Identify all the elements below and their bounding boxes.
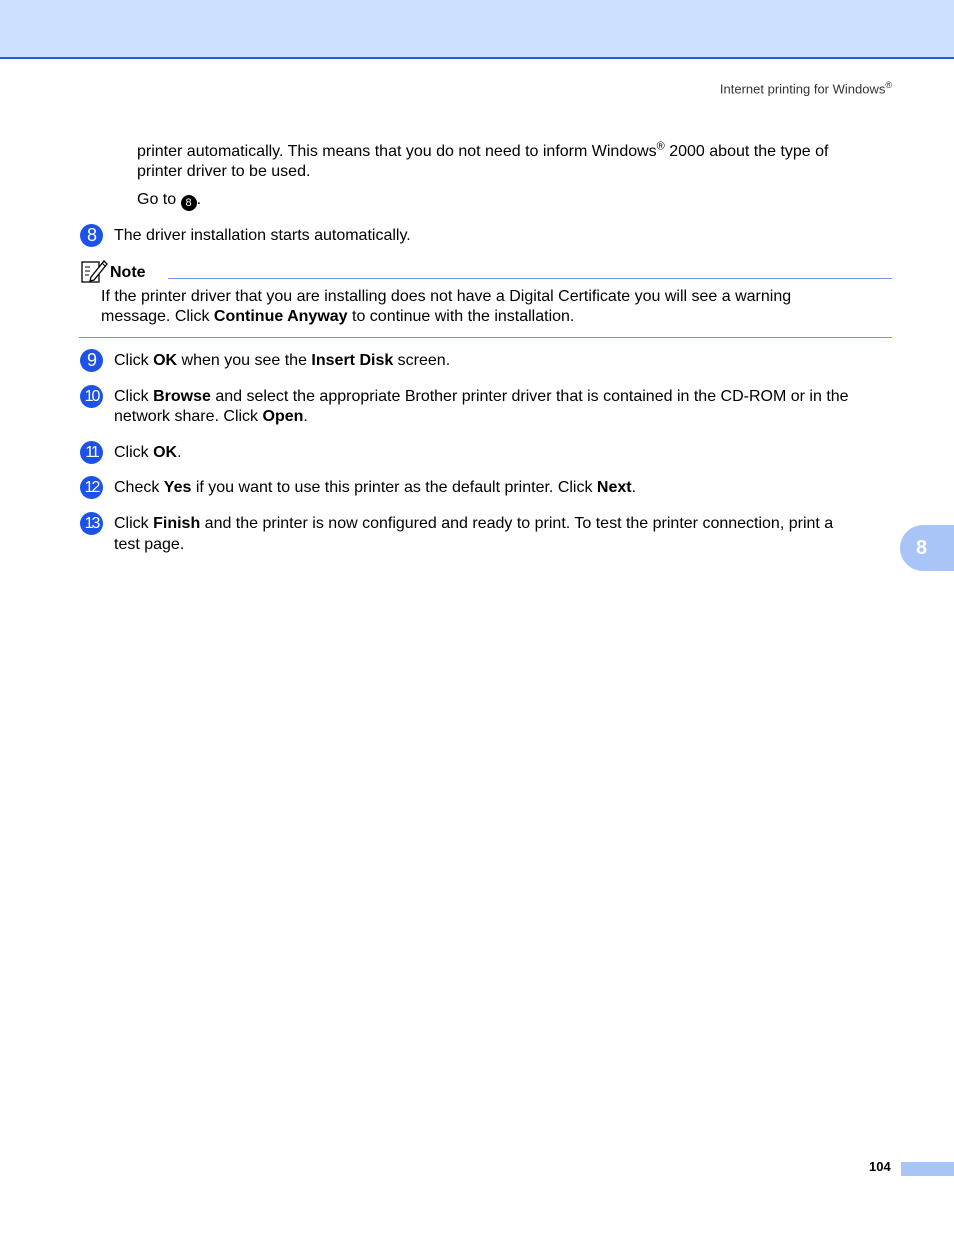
step-12-text: Check Yes if you want to use this printer as the default printer. Click Next. bbox=[114, 479, 637, 496]
step-9-text: Click OK when you see the Insert Disk screen. bbox=[114, 352, 451, 369]
step-11-badge: 11 bbox=[80, 441, 103, 464]
step-8-text: The driver installation starts automatically. bbox=[114, 227, 411, 244]
step-10-line-1: Click Browse and select the appropriate Brother printer driver that is contained in the CD-ROM or in the bbox=[114, 388, 849, 405]
intro-line-1: printer automatically. This means that you do not need to inform Windows® 2000 about the type of bbox=[137, 140, 829, 160]
note-line-1: If the printer driver that you are installing does not have a Digital Certificate you will see a warning bbox=[101, 288, 792, 305]
step-12-badge: 12 bbox=[80, 476, 103, 499]
page-number: 104 bbox=[869, 1159, 891, 1174]
step-13-badge: 13 bbox=[80, 512, 103, 535]
top-header-band bbox=[0, 0, 954, 59]
running-header-title: Internet printing for Windows bbox=[719, 81, 886, 97]
note-pencil-icon bbox=[80, 258, 108, 284]
note-rule-bottom bbox=[79, 337, 892, 338]
chapter-tab: 8 bbox=[900, 525, 954, 571]
step-ref-badge: 8 bbox=[181, 195, 197, 211]
note-title: Note bbox=[110, 264, 146, 281]
footer-bar bbox=[901, 1162, 954, 1176]
step-9-badge: 9 bbox=[80, 349, 103, 372]
running-header bbox=[720, 80, 892, 96]
note-line-2: message. Click Continue Anyway to continue with the installation. bbox=[101, 308, 575, 325]
step-10-line-2: network share. Click Open. bbox=[114, 408, 308, 425]
goto-line: Go to 8 . bbox=[137, 191, 202, 209]
step-11-text: Click OK. bbox=[114, 444, 182, 461]
step-8-badge: 8 bbox=[80, 224, 103, 247]
registered-mark: ® bbox=[885, 80, 892, 90]
intro-line-2: printer driver to be used. bbox=[137, 163, 311, 180]
step-13-line-1: Click Finish and the printer is now configured and ready to print. To test the printer connection, print a bbox=[114, 515, 834, 532]
note-rule-top bbox=[168, 278, 892, 279]
step-10-badge: 10 bbox=[80, 385, 103, 408]
step-13-line-2: test page. bbox=[114, 536, 185, 553]
